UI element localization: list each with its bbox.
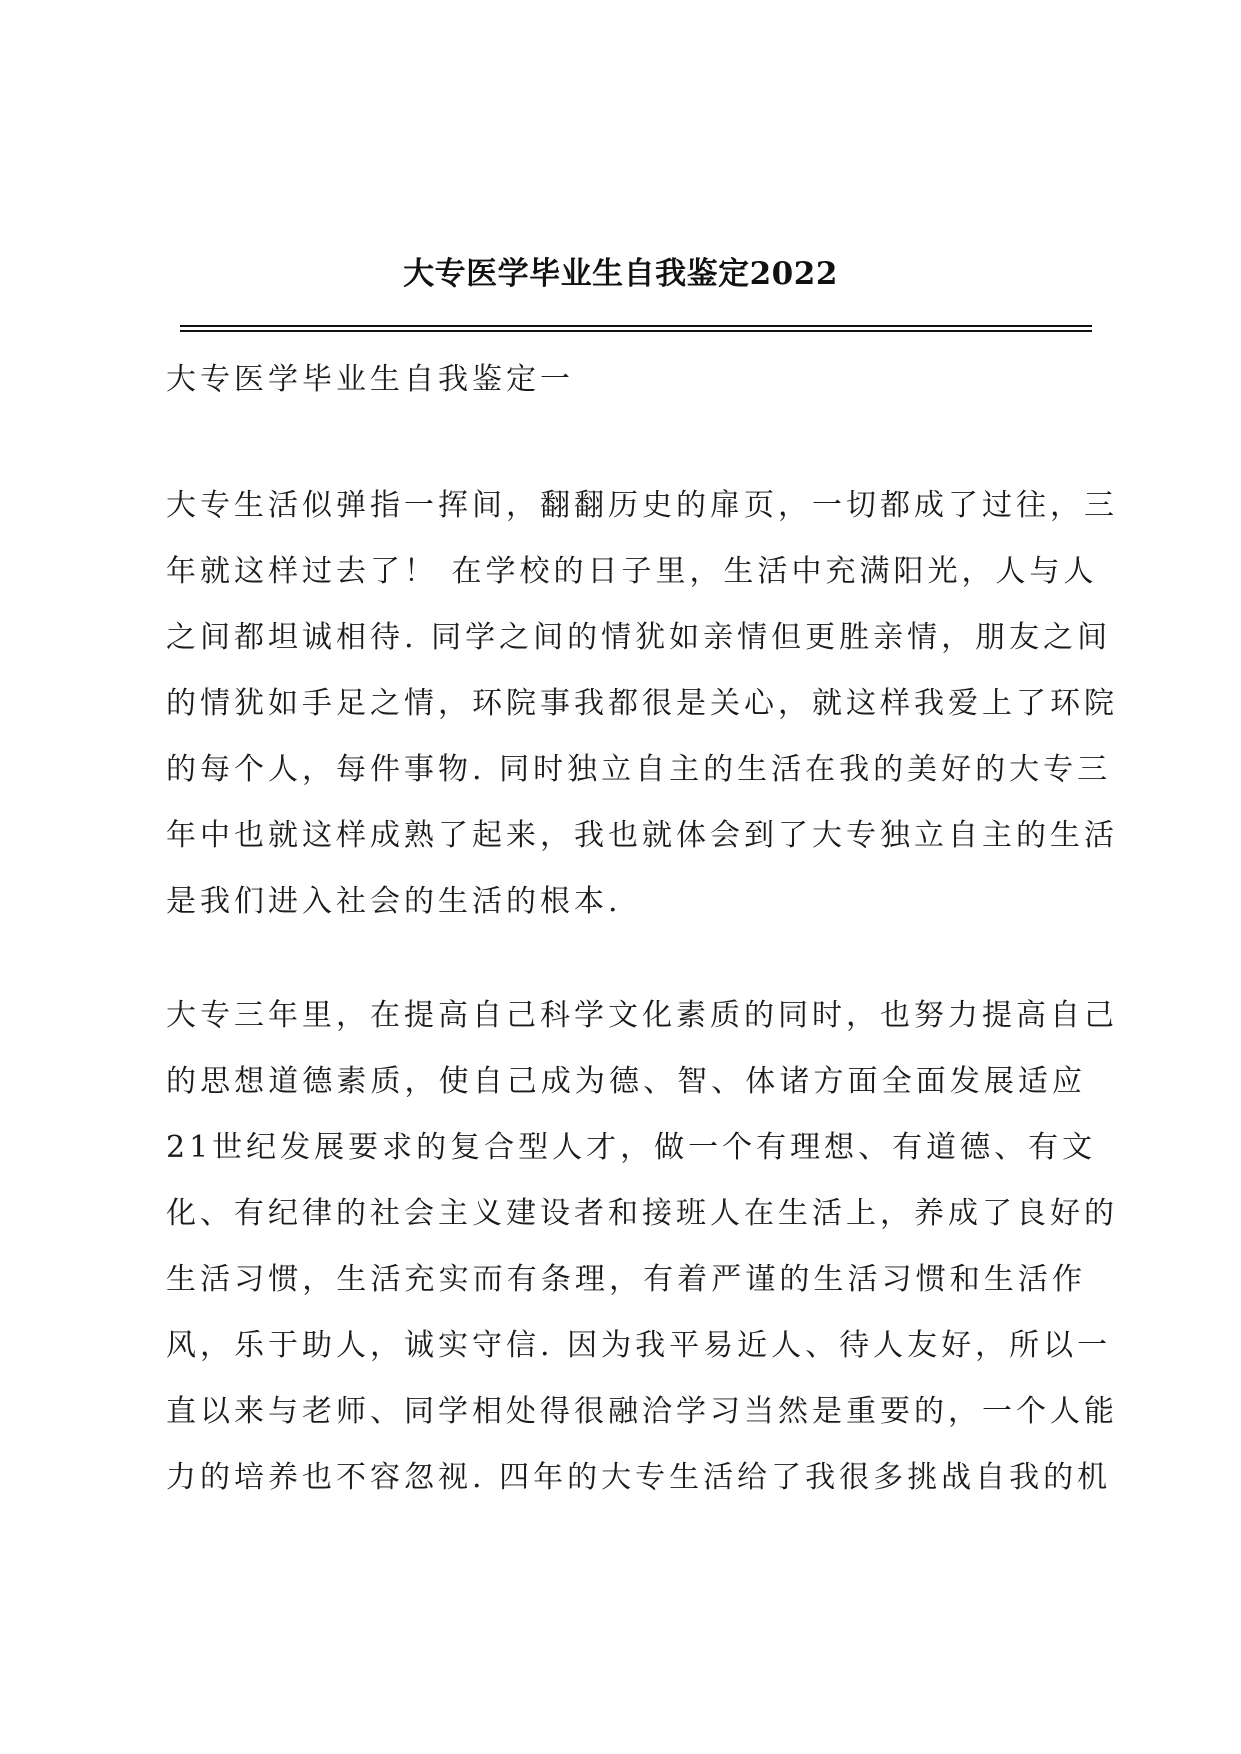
paragraph-line: 之间都坦诚相待. 同学之间的情犹如亲情但更胜亲情，朋友之间 [166, 620, 1112, 655]
paragraph-line: 的思想道德素质，使自己成为德、智、体诸方面全面发展适应 [166, 1064, 1086, 1099]
paragraph-line: 直以来与老师、同学相处得很融洽学习当然是重要的，一个人能 [166, 1394, 1118, 1429]
paragraph-line: 的情犹如手足之情，环院事我都很是关心，就这样我爱上了环院 [166, 686, 1118, 721]
paragraph-line: 年就这样过去了！ 在学校的日子里，生活中充满阳光，人与人 [166, 554, 1098, 589]
section-heading: 大专医学毕业生自我鉴定一 [166, 362, 574, 397]
document-title: 大专医学毕业生自我鉴定2022 [403, 256, 838, 292]
paragraph-line: 的每个人，每件事物. 同时独立自主的生活在我的美好的大专三 [166, 752, 1112, 787]
title-divider-bottom [180, 330, 1092, 332]
paragraph-line: 年中也就这样成熟了起来，我也就体会到了大专独立自主的生活 [166, 818, 1118, 853]
title-divider-top [180, 325, 1092, 327]
paragraph-line: 大专生活似弹指一挥间，翻翻历史的扉页，一切都成了过往，三 [166, 488, 1118, 523]
paragraph-line: 21世纪发展要求的复合型人才，做一个有理想、有道德、有文 [166, 1130, 1097, 1165]
paragraph-line: 生活习惯，生活充实而有条理，有着严谨的生活习惯和生活作 [166, 1262, 1086, 1297]
paragraph-1 [166, 484, 1118, 946]
paragraph-line: 大专三年里，在提高自己科学文化素质的同时，也努力提高自己 [166, 998, 1118, 1033]
paragraph-2 [166, 994, 1118, 1522]
paragraph-line: 化、有纪律的社会主义建设者和接班人在生活上，养成了良好的 [166, 1196, 1118, 1231]
paragraph-line: 力的培养也不容忽视. 四年的大专生活给了我很多挑战自我的机 [166, 1460, 1112, 1495]
paragraph-line: 风，乐于助人，诚实守信. 因为我平易近人、待人友好，所以一 [166, 1328, 1112, 1363]
paragraph-line: 是我们进入社会的生活的根本. [166, 884, 622, 919]
